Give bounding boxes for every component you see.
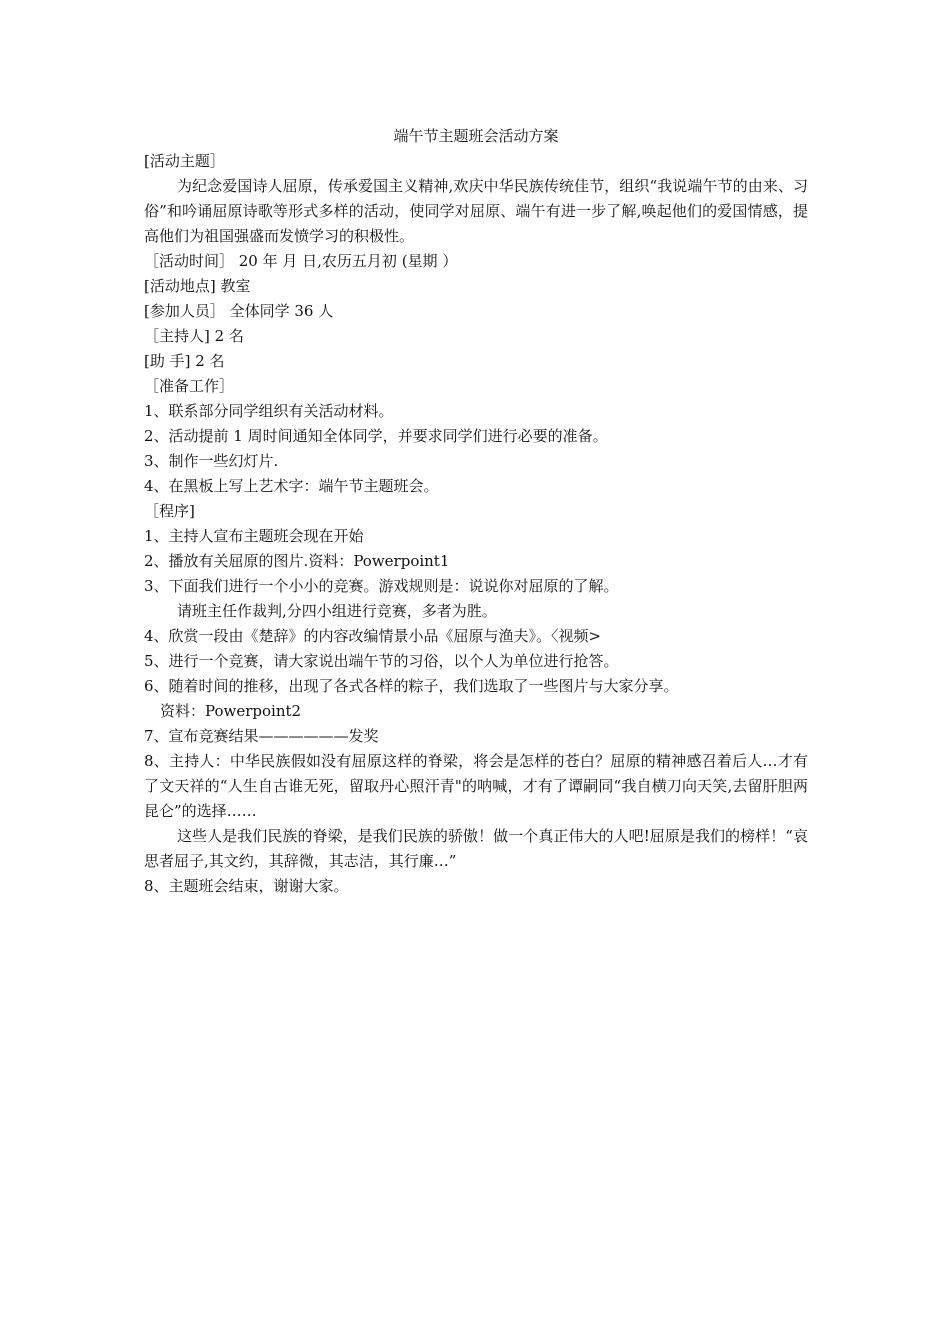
participants-line: [参加人员］ 全体同学 36 人	[144, 302, 334, 320]
program-step-7: 7、宣布竞赛结果——————发奖	[144, 727, 379, 745]
prep-item: 3、制作一些幻灯片.	[144, 452, 279, 470]
program-step-5: 5、进行一个竞赛，请大家说出端午节的习俗，以个人为单位进行抢答。	[144, 652, 619, 670]
document-title: 端午节主题班会活动方案	[393, 127, 559, 145]
program-end: 8、主题班会结束，谢谢大家。	[144, 877, 349, 895]
program-step-3: 3、下面我们进行一个小小的竞赛。游戏规则是：说说你对屈原的了解。	[144, 577, 619, 595]
program-heading: ［程序]	[144, 502, 195, 520]
program-step-2: 2、播放有关屈原的图片.资料：Powerpoint1	[144, 552, 450, 570]
assistant-line: [助 手] 2 名	[144, 352, 225, 370]
program-step-8-note: 这些人是我们民族的脊梁，是我们民族的骄傲！做一个真正伟大的人吧!屈原是我们的榜样！“哀思者屈子,其文约，其辞微，其志洁，其行廉…”	[144, 827, 808, 870]
document-body	[144, 124, 808, 899]
program-step-3-note: 请班主任作裁判,分四小组进行竞赛，多者为胜。	[177, 602, 497, 620]
program-step-6-note: 资料：Powerpoint2	[160, 702, 302, 720]
host-line: ［主持人] 2 名	[144, 327, 244, 345]
theme-paragraph: 为纪念爱国诗人屈原，传承爱国主义精神,欢庆中华民族传统佳节，组织“我说端午节的由来、习俗”和吟诵屈原诗歌等形式多样的活动，使同学对屈原、端午有进一步了解,唤起他们的爱国情感，提高他们为祖国强盛而发愤学习的积极性。	[144, 177, 808, 245]
time-line: ［活动时间］ 20 年 月 日,农历五月初 (星期 ）	[144, 252, 458, 270]
program-step-1: 1、主持人宣布主题班会现在开始	[144, 527, 364, 545]
prep-item: 2、活动提前 1 周时间通知全体同学，并要求同学们进行必要的准备。	[144, 427, 608, 445]
prep-heading: ［准备工作］	[144, 377, 235, 395]
place-line: [活动地点] 教室	[144, 277, 251, 295]
program-step-6: 6、随着时间的推移，出现了各式各样的粽子，我们选取了一些图片与大家分享。	[144, 677, 679, 695]
theme-heading: [活动主题］	[144, 152, 225, 170]
program-step-8: 8、主持人：中华民族假如没有屈原这样的脊梁，将会是怎样的苍白？屈原的精神感召着后人…才有了文天祥的“人生自古谁无死，留取丹心照汗青"的呐喊，才有了谭嗣同“我自横刀向天笑,去留肝胆两昆仑”的选择……	[144, 752, 808, 820]
program-step-4: 4、欣赏一段由《楚辞》的内容改编情景小品《屈原与渔夫》。〈视频>	[144, 627, 602, 645]
prep-item: 1、联系部分同学组织有关活动材料。	[144, 402, 394, 420]
prep-item: 4、在黑板上写上艺术字：端午节主题班会。	[144, 477, 439, 495]
